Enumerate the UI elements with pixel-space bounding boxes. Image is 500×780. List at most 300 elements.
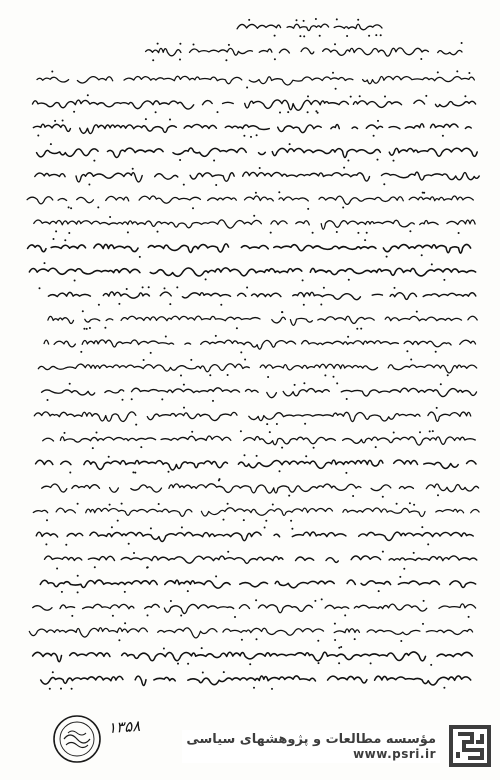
ink-dot (140, 446, 142, 448)
ink-dot (356, 328, 358, 330)
ink-dot (169, 119, 171, 121)
handwritten-line (42, 484, 479, 493)
ink-dot (246, 87, 248, 89)
handwritten-line (42, 388, 477, 398)
ink-dot (342, 207, 344, 209)
ink-dot (170, 600, 172, 602)
ink-dot (62, 120, 64, 122)
ink-dot (272, 504, 274, 506)
ink-dot (223, 671, 225, 673)
handwritten-line (35, 172, 479, 182)
ink-dot (124, 622, 126, 624)
ink-dot (142, 286, 144, 288)
ink-dot (406, 350, 408, 352)
ink-dot (281, 311, 283, 313)
ink-dot (60, 688, 62, 690)
ink-dot (437, 71, 439, 73)
ink-dot (430, 664, 432, 666)
ink-dot (278, 191, 280, 193)
ink-dot (270, 232, 272, 234)
ink-dot (227, 551, 229, 553)
ink-dot (191, 431, 193, 433)
ink-dot (347, 160, 349, 162)
ink-dot (304, 423, 306, 425)
ink-dot (86, 328, 88, 330)
ink-dot (442, 135, 444, 137)
watermark-url: www.psri.ir (353, 746, 436, 761)
ink-dot (347, 336, 349, 338)
ink-dot (421, 254, 423, 256)
ink-dot (253, 215, 255, 217)
ink-dot (359, 95, 361, 97)
ink-dot (323, 287, 325, 289)
ink-dot (334, 639, 336, 641)
ink-dot (164, 287, 166, 289)
ink-dot (104, 327, 106, 329)
ink-dot (403, 568, 405, 570)
ink-dot (240, 430, 242, 432)
ink-dot (223, 519, 225, 521)
ink-dot (299, 35, 301, 37)
handwritten-line (40, 580, 475, 588)
ink-dot (47, 399, 49, 401)
ink-dot (202, 672, 204, 674)
ink-dot (394, 287, 396, 289)
ink-dot (332, 72, 334, 74)
handwritten-line (34, 412, 470, 422)
ink-dot (109, 216, 111, 218)
ink-dot (399, 576, 401, 578)
ink-dot (427, 543, 429, 545)
ink-dot (146, 567, 148, 569)
ink-dot (256, 638, 258, 640)
handwritten-line (41, 676, 471, 686)
ink-dot (315, 110, 317, 112)
ink-dot (279, 112, 281, 114)
ink-dot (264, 527, 266, 529)
ink-dot (267, 376, 269, 378)
ink-dot (234, 616, 236, 618)
ink-dot (425, 95, 427, 97)
ink-dot (290, 520, 292, 522)
handwritten-line (33, 604, 476, 614)
ink-dot (111, 526, 113, 528)
ink-dot (393, 160, 395, 162)
ink-dot (152, 59, 154, 61)
ink-dot (118, 639, 120, 641)
ink-dot (343, 167, 345, 169)
ink-dot (333, 376, 335, 378)
ink-dot (259, 167, 261, 169)
ink-dot (179, 59, 181, 61)
ink-dot (288, 495, 290, 497)
ink-dot (456, 70, 458, 72)
handwritten-line (33, 652, 473, 662)
ink-dot (348, 279, 350, 281)
ink-dot (53, 238, 55, 240)
ink-dot (124, 591, 126, 593)
ink-dot (213, 160, 215, 162)
ink-dot (157, 43, 159, 45)
ink-dot (98, 304, 100, 306)
ink-dot (413, 552, 415, 554)
ink-dot (314, 600, 316, 602)
ink-dot (187, 590, 189, 592)
ink-dot (345, 472, 347, 474)
ink-dot (244, 454, 246, 456)
ink-dot (179, 159, 181, 161)
ink-dot (139, 256, 141, 258)
ink-dot (83, 328, 85, 330)
ink-dot (71, 688, 73, 690)
handwritten-line (29, 268, 475, 276)
ink-dot (117, 520, 119, 522)
ink-dot (253, 687, 255, 689)
ink-dot (443, 279, 445, 281)
ink-dot (61, 591, 63, 593)
ink-dot (121, 503, 123, 505)
ink-dot (126, 288, 128, 290)
ink-dot (236, 327, 238, 329)
ink-dot (54, 120, 56, 122)
ink-dot (382, 496, 384, 498)
ink-dot (205, 278, 207, 280)
ink-dot (321, 598, 323, 600)
ink-dot (215, 575, 217, 577)
handwritten-line (33, 124, 471, 134)
ink-dot (303, 304, 305, 306)
ink-dot (69, 472, 71, 474)
ink-dot (52, 671, 54, 673)
ink-dot (420, 58, 422, 60)
ink-dot (92, 447, 94, 449)
ink-dot (366, 232, 368, 234)
ink-dot (179, 43, 181, 45)
ink-dot (193, 44, 195, 46)
ink-dot (87, 94, 89, 96)
ink-dot (269, 431, 271, 433)
ink-dot (431, 263, 433, 265)
handwritten-line (36, 460, 476, 470)
watermark (186, 718, 492, 774)
ink-dot (243, 135, 245, 137)
ink-dot (352, 495, 354, 497)
ink-dot (393, 432, 395, 434)
ink-dot (271, 688, 273, 690)
watermark-organization: مؤسسه مطالعات و پژوهشهای سیاسی (186, 731, 436, 747)
ink-dot (377, 159, 379, 161)
ink-dot (148, 286, 150, 288)
ink-dot (71, 615, 73, 617)
ink-dot (77, 503, 79, 505)
ink-dot (279, 470, 281, 472)
ink-dot (112, 615, 114, 617)
ink-dot (68, 232, 70, 234)
ink-dot (39, 287, 41, 289)
ink-dot (225, 59, 227, 61)
ink-dot (386, 256, 388, 258)
ink-dot (97, 206, 99, 208)
ink-dot (250, 136, 252, 138)
ink-dot (249, 663, 251, 665)
ink-dot (281, 447, 283, 449)
ink-dot (419, 431, 421, 433)
ink-dot (432, 430, 434, 432)
ink-dot (346, 35, 348, 37)
ink-dot (158, 503, 160, 505)
ink-dot (409, 230, 411, 232)
ink-dot (77, 575, 79, 577)
ink-dot (96, 432, 98, 434)
ink-dot (274, 58, 276, 60)
ink-dot (240, 351, 242, 353)
ink-dot (307, 111, 309, 113)
ink-dot (440, 383, 442, 385)
ink-dot (127, 231, 129, 233)
ink-dot (220, 304, 222, 306)
letter-date: ۱۳۵۸ (107, 716, 141, 738)
ink-dot (276, 423, 278, 425)
ink-dot (364, 239, 366, 241)
ink-dot (370, 662, 372, 664)
ink-dot (73, 111, 75, 113)
ink-dot (150, 352, 152, 354)
handwritten-line (36, 532, 473, 541)
ink-dot (93, 160, 95, 162)
ink-dot (380, 34, 382, 36)
handwritten-line (28, 244, 471, 253)
ink-dot (324, 374, 326, 376)
ink-dot (56, 568, 58, 570)
ink-dot (70, 207, 72, 209)
handwritten-line (44, 340, 475, 349)
ink-dot (384, 96, 386, 98)
handwritten-line (37, 76, 474, 85)
ink-dot (256, 455, 258, 457)
ink-dot (128, 543, 130, 545)
ink-dot (68, 206, 70, 208)
ink-dot (266, 423, 268, 425)
ink-dot (436, 407, 438, 409)
ink-dot (437, 494, 439, 496)
ink-dot (215, 184, 217, 186)
ink-dot (382, 551, 384, 553)
ink-dot (435, 351, 437, 353)
ink-dot (416, 311, 418, 313)
ink-dot (227, 374, 229, 376)
ink-dot (255, 599, 257, 601)
ink-dot (155, 111, 157, 113)
ink-dot (131, 398, 133, 400)
handwritten-line (24, 100, 476, 110)
ink-dot (334, 623, 336, 625)
ink-dot (37, 135, 39, 137)
ink-dot (82, 310, 84, 312)
handwritten-letter (22, 0, 490, 726)
handwritten-line (27, 196, 473, 204)
handwritten-line (43, 436, 476, 445)
ink-dot (447, 374, 449, 376)
ink-dot (80, 351, 82, 353)
ink-dot (274, 35, 276, 37)
ink-seal (50, 712, 104, 766)
ink-dot (150, 527, 152, 529)
ink-dot (336, 231, 338, 233)
ink-dot (383, 183, 385, 185)
ink-dot (241, 639, 243, 641)
psri-logo-icon (448, 724, 492, 768)
ink-dot (464, 95, 466, 97)
ink-dot (176, 286, 178, 288)
ink-dot (50, 143, 52, 145)
ink-dot (255, 192, 257, 194)
ink-dot (94, 566, 96, 568)
ink-dot (246, 287, 248, 289)
ink-dot (319, 35, 321, 37)
ink-dot (375, 34, 377, 36)
ink-dot (443, 687, 445, 689)
ink-dot (468, 616, 470, 618)
ink-dot (313, 447, 315, 449)
ink-dot (89, 327, 91, 329)
ink-dot (190, 359, 192, 361)
ink-dot (340, 646, 342, 648)
ink-dot (122, 399, 124, 401)
ink-dot (244, 359, 246, 361)
ink-dot (227, 503, 229, 505)
ink-dot (77, 591, 79, 593)
ink-dot (291, 528, 293, 530)
ink-dot (357, 232, 359, 234)
ink-dot (215, 335, 217, 337)
ink-dot (165, 336, 167, 338)
ink-dot (422, 623, 424, 625)
ink-dot (243, 519, 245, 521)
basmala-line (237, 24, 382, 30)
ink-dot (338, 647, 340, 649)
ink-dot (248, 19, 250, 21)
ink-dot (303, 382, 305, 384)
handwritten-line (29, 628, 472, 638)
ink-dot (134, 472, 136, 474)
ink-dot (109, 504, 111, 506)
ink-dot (400, 640, 402, 642)
ink-dot (74, 280, 76, 282)
ink-dot (177, 663, 179, 665)
ink-dot (256, 134, 258, 136)
ink-dot (118, 303, 120, 305)
ink-dot (357, 19, 359, 21)
ink-dot (396, 503, 398, 505)
handwritten-line (35, 316, 477, 325)
ink-dot (307, 208, 309, 210)
ink-dot (377, 120, 379, 122)
ink-dot (133, 552, 135, 554)
ink-dot (183, 184, 185, 186)
handwritten-line (33, 508, 479, 517)
ink-dot (413, 504, 415, 506)
ink-dot (368, 35, 370, 37)
ink-dot (423, 192, 425, 194)
ink-dot (180, 615, 182, 617)
ink-dot (287, 111, 289, 113)
ink-dot (320, 304, 322, 306)
ink-dot (157, 231, 159, 233)
ink-dot (161, 398, 163, 400)
ink-dot (373, 135, 375, 137)
ink-dot (303, 35, 305, 37)
handwritten-line (45, 556, 477, 563)
ink-dot (132, 168, 134, 170)
ink-dot (375, 446, 377, 448)
ink-dot (346, 398, 348, 400)
ink-dot (65, 544, 67, 546)
ink-dot (143, 359, 145, 361)
ink-dot (335, 88, 337, 90)
ink-dot (350, 96, 352, 98)
ink-dot (378, 590, 380, 592)
ink-dot (187, 663, 189, 665)
ink-dot (294, 384, 296, 386)
ink-dot (228, 44, 230, 46)
ink-dot (334, 43, 336, 45)
ink-dot (336, 18, 338, 20)
ink-dot (44, 262, 46, 264)
ink-dot (410, 359, 412, 361)
ink-dot (201, 647, 203, 649)
handwritten-line (37, 148, 478, 158)
ink-dot (305, 455, 307, 457)
ink-dot (69, 383, 71, 385)
ink-dot (46, 519, 48, 521)
ink-dot (132, 471, 134, 473)
handwritten-line (34, 220, 475, 229)
ink-dot (423, 600, 425, 602)
ink-dot (45, 543, 47, 545)
ink-dot (209, 374, 211, 376)
ink-dot (64, 239, 66, 241)
ink-dot (168, 471, 170, 473)
ink-dot (88, 184, 90, 186)
ink-dot (183, 407, 185, 409)
ink-dot (289, 143, 291, 145)
ink-dot (51, 71, 53, 73)
ink-dot (147, 614, 149, 616)
ink-dot (317, 640, 319, 642)
handwritten-line (36, 292, 475, 300)
ink-dot (64, 432, 66, 434)
ink-dot (192, 207, 194, 209)
ink-dot (468, 72, 470, 74)
ink-dot (212, 400, 214, 402)
ink-dot (265, 520, 267, 522)
ink-dot (145, 118, 147, 120)
ink-dot (315, 18, 317, 20)
ink-dot (409, 502, 411, 504)
watermark-text (182, 730, 440, 763)
ink-dot (312, 232, 314, 234)
ink-dot (429, 430, 431, 432)
handwritten-line (38, 364, 476, 373)
ink-dot (163, 648, 165, 650)
ink-dot (302, 279, 304, 281)
ink-dot (360, 328, 362, 330)
ink-dot (421, 526, 423, 528)
ink-dot (183, 384, 185, 386)
ink-dot (169, 303, 171, 305)
ink-dot (303, 20, 305, 22)
heading-line (146, 48, 462, 56)
